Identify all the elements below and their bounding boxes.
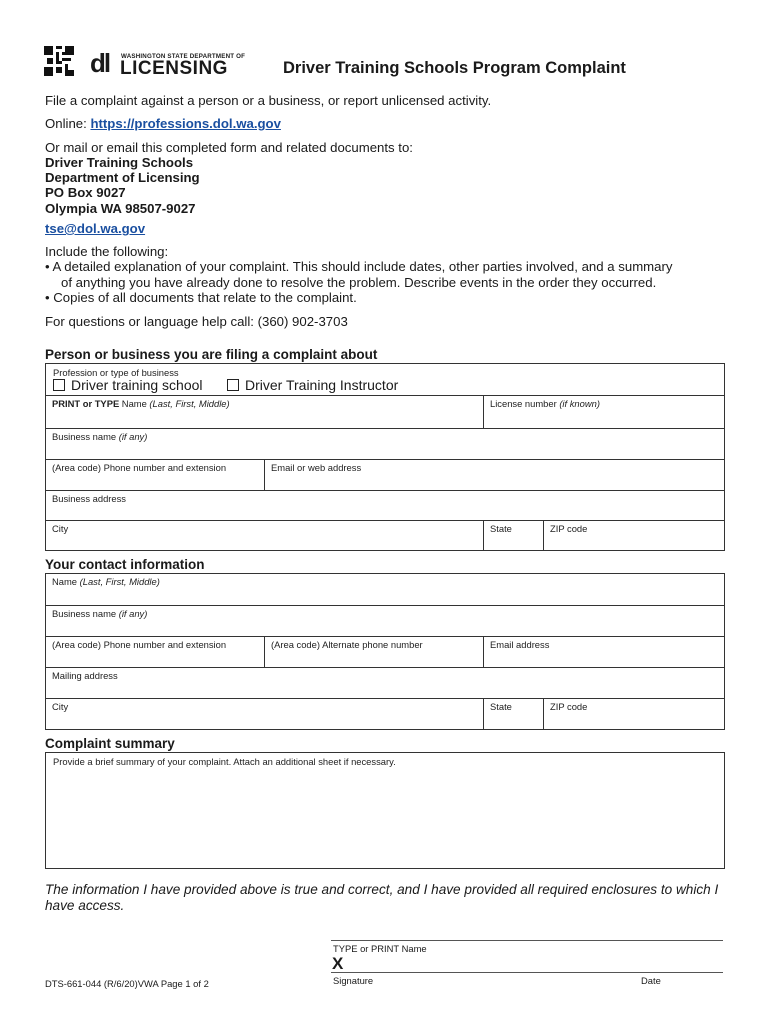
bullet-explanation: • A detailed explanation of your complaint. This should include dates, other parties involved, and a summary	[45, 259, 673, 274]
bullet-documents: • Copies of all documents that relate to the complaint.	[45, 290, 357, 305]
contact-mailing-label: Mailing address	[52, 670, 118, 681]
online-label: Online:	[45, 116, 91, 131]
online-line	[45, 116, 281, 131]
contact-state-label: State	[490, 701, 512, 712]
qr-code-icon	[44, 46, 74, 76]
summary-label: Provide a brief summary of your complaint. Attach an additional sheet if necessary.	[53, 756, 396, 767]
section-complaint-about-heading: Person or business you are filing a complaint about	[45, 347, 378, 362]
phone-label: (Area code) Phone number and extension	[52, 462, 227, 473]
contact-state-field[interactable]	[483, 698, 543, 730]
complainee-phone-field[interactable]	[45, 459, 264, 490]
email-label: Email or web address	[271, 462, 362, 473]
complainee-city-field[interactable]	[45, 520, 483, 551]
contact-alt-phone-label: (Area code) Alternate phone number	[271, 639, 423, 650]
checkbox-icon[interactable]	[227, 379, 239, 391]
signature-x-mark: X	[332, 954, 344, 973]
intro-line: File a complaint against a person or a business, or report unlicensed activity.	[45, 93, 492, 108]
license-label: License number (if known)	[490, 398, 600, 409]
bullet-explanation-cont: of anything you have already done to resolve the problem. Describe events in the order they occurred.	[61, 275, 657, 290]
business-label: Business name (if any)	[52, 431, 148, 442]
complaint-summary-field[interactable]	[45, 752, 725, 869]
complainee-address-field[interactable]	[45, 490, 725, 520]
complainee-business-field[interactable]	[45, 428, 725, 459]
print-name-label: TYPE or PRINT Name	[333, 943, 427, 954]
contact-alt-phone-field[interactable]	[264, 636, 483, 667]
help-line: For questions or language help call: (360) 902-3703	[45, 314, 348, 329]
state-label: State	[490, 523, 512, 534]
address-line-2: Department of Licensing	[45, 170, 200, 185]
contact-business-field[interactable]	[45, 605, 725, 636]
option-label: Driver training school	[71, 377, 203, 393]
complainee-name-field[interactable]	[45, 395, 483, 428]
contact-city-field[interactable]	[45, 698, 483, 730]
print-name-field[interactable]	[331, 920, 723, 940]
include-heading: Include the following:	[45, 244, 169, 259]
agency-name: LICENSING	[120, 58, 228, 79]
signature-field[interactable]	[350, 952, 723, 972]
complainee-state-field[interactable]	[483, 520, 543, 551]
contact-name-label: Name (Last, First, Middle)	[52, 576, 160, 587]
email-link[interactable]: tse@dol.wa.gov	[45, 221, 146, 236]
zip-label: ZIP code	[550, 523, 588, 534]
complainee-zip-field[interactable]	[543, 520, 725, 551]
option-driver-training-instructor[interactable]	[227, 377, 398, 393]
checkbox-icon[interactable]	[53, 379, 65, 391]
address-label: Business address	[52, 493, 126, 504]
contact-city-label: City	[52, 701, 69, 712]
form-footer: DTS-661-044 (R/6/20)VWA Page 1 of 2	[45, 978, 209, 989]
address-line-4: Olympia WA 98507-9027	[45, 201, 196, 216]
contact-phone-field[interactable]	[45, 636, 264, 667]
contact-zip-field[interactable]	[543, 698, 725, 730]
option-driver-training-school[interactable]	[53, 377, 203, 393]
contact-email-field[interactable]	[483, 636, 725, 667]
city-label: City	[52, 523, 69, 534]
address-line-3: PO Box 9027	[45, 185, 126, 200]
complainee-email-field[interactable]	[264, 459, 725, 490]
section-summary-heading: Complaint summary	[45, 736, 175, 751]
contact-business-label: Business name (if any)	[52, 608, 148, 619]
license-number-field[interactable]	[483, 395, 725, 428]
attestation-text: The information I have provided above is true and correct, and I have provided all required enclosures to which I have access.	[45, 882, 719, 913]
contact-email-label: Email address	[490, 639, 550, 650]
option-label: Driver Training Instructor	[245, 377, 399, 393]
contact-mailing-field[interactable]	[45, 667, 725, 698]
signature-label: Signature	[333, 975, 374, 986]
name-label: PRINT or TYPE Name (Last, First, Middle)	[52, 398, 230, 409]
profession-label: Profession or type of business	[53, 367, 179, 378]
contact-phone-label: (Area code) Phone number and extension	[52, 639, 227, 650]
agency-small-name: WASHINGTON STATE DEPARTMENT OF	[121, 53, 246, 60]
section-contact-heading: Your contact information	[45, 557, 205, 572]
contact-name-field[interactable]	[45, 573, 725, 605]
form-title: Driver Training Schools Program Complaint	[283, 59, 626, 77]
date-label: Date	[641, 975, 661, 986]
contact-zip-label: ZIP code	[550, 701, 588, 712]
mail-line: Or mail or email this completed form and related documents to:	[45, 140, 413, 155]
address-line-1: Driver Training Schools	[45, 155, 194, 170]
agency-logo-mark: dl	[90, 48, 110, 78]
online-link[interactable]: https://professions.dol.wa.gov	[90, 116, 281, 131]
